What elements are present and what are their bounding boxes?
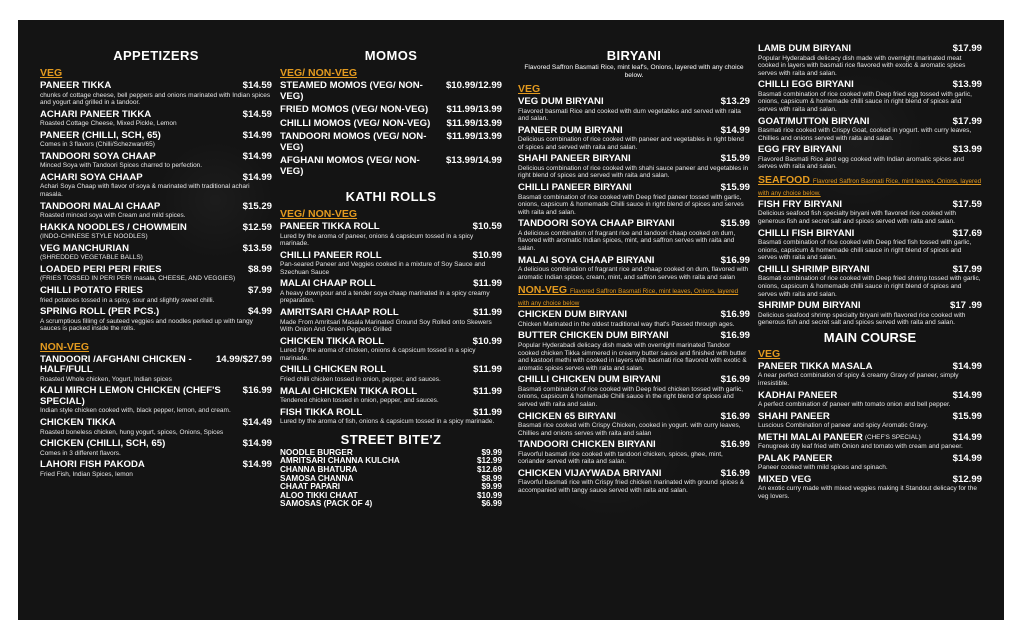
item-name: ACHARI SOYA CHAAP: [40, 171, 143, 183]
item-price: $17.99: [952, 263, 982, 275]
item-price: $14.59: [242, 80, 272, 91]
item-description: A heavy downpour and a tender soya chaap marinated in a spicy creamy preparation.: [280, 289, 490, 305]
item-description: Luscious Combination of paneer and spicy Aromatic Gravy.: [758, 422, 929, 430]
item-description: Lured by the aroma of chicken, onions & capsicum tossed in a spicy marinade.: [280, 347, 476, 362]
item-description: (FRIES TOSSED IN PERI PERI masala, CHEESE, AND VEGGIES): [40, 275, 236, 283]
item-name: CHILLI CHICKEN DUM BIRYANI: [518, 374, 661, 386]
item-price: $11.99: [473, 307, 502, 319]
item-price: $11.99/13.99: [446, 104, 502, 115]
item-description: Delicious seafood fish specialty biryani with flavored rice cooked with generous fish and secret salt and spices served with raita and salan.: [758, 210, 956, 226]
section-title-kathi: KATHI ROLLS: [345, 189, 437, 204]
item-price: $11.99: [473, 364, 502, 376]
item-price: $12.59: [242, 221, 272, 233]
item-name: ALOO TIKKI CHAAT: [280, 490, 358, 500]
menu-item: [518, 219, 750, 252]
item-name: METHI MALAI PANEER: [758, 431, 863, 443]
item-name: CHICKEN TIKKA ROLL: [280, 335, 385, 347]
menu-item: [280, 308, 502, 334]
item-description: Tendered chicken tossed in onion, pepper, and sauces.: [280, 397, 439, 405]
section-title-main-course: MAIN COURSE: [823, 329, 917, 345]
menu-item: [40, 286, 272, 304]
item-name: PANEER (CHILLI, SCH, 65): [40, 129, 161, 141]
menu-item: [758, 80, 982, 113]
column-appetizers: [40, 44, 272, 481]
menu-item: [40, 460, 272, 478]
item-name: GOAT/MUTTON BIRYANI: [758, 115, 870, 127]
item-name: MIXED VEG: [758, 473, 812, 485]
item-price: $16.99: [720, 254, 750, 266]
item-name: CHILLI PANEER BIRYANI: [518, 182, 632, 194]
veg-label: VEG: [40, 67, 63, 79]
item-description: Basmati rice cooked with Crispy Chicken, cooked in yogurt. with curry leaves, Chillies and onions serves with raita and salan: [518, 422, 741, 437]
item-description: Flavored Basmati Rice and egg cooked with Indian aromatic spices and serves with raita and salan.: [758, 155, 964, 171]
item-price: $14.99: [242, 459, 272, 471]
seafood-label: SEAFOOD Flavored Saffron Basmati Rice, mint leaves, Onions, layered with any choice below.: [758, 173, 982, 197]
menu-item: [40, 173, 272, 199]
item-name: SHAHI PANEER BIRYANI: [518, 153, 631, 165]
item-price: $15.99: [720, 182, 750, 194]
menu-item: [40, 355, 272, 384]
item-price: $11.99: [473, 278, 502, 290]
item-name: PANEER TIKKA MASALA: [758, 360, 873, 372]
item-description: Fenugreek dry leaf fried with Onion and tomato with cream and paneer.: [758, 443, 963, 451]
item-name: CHILLI EGG BIRYANI: [758, 79, 854, 91]
kathi-label: VEG/ NON-VEG: [280, 208, 358, 220]
menu-item: [518, 97, 750, 123]
item-description: Roasted Cottage Cheese, Mixed Pickle, Lemon: [40, 120, 177, 128]
menu-item: [280, 408, 502, 426]
menu-item: [280, 105, 502, 116]
item-name: FISH FRY BIRYANI: [758, 198, 843, 210]
item-description: (SHREDDED VEGETABLE BALLS): [40, 254, 143, 262]
item-name: TANDOORI MALAI CHAAP: [40, 200, 161, 212]
item-name: TANDOORI MOMOS (VEG/ NON-VEG): [280, 131, 427, 153]
item-description: (INDO-CHINESE STYLE NOODLES): [40, 233, 148, 241]
menu-item: [40, 81, 272, 107]
item-name: FRIED MOMOS (VEG/ NON-VEG): [280, 104, 429, 115]
item-price: $16.99: [720, 309, 750, 321]
item-price: $13.99/14.99: [445, 155, 502, 166]
item-description: A perfect combination of paneer with tomato onion and bell pepper.: [758, 401, 951, 409]
menu-item: [758, 362, 982, 388]
menu-item: [280, 251, 502, 277]
item-name: SHAHI PANEER: [758, 410, 830, 422]
menu-item: [40, 110, 272, 128]
item-description: Fried Fish, Indian Spices, lemon: [40, 470, 133, 478]
item-price: $12.69: [476, 464, 502, 474]
item-price: $16.99: [720, 374, 750, 386]
item-name: CHILLI POTATO FRIES: [40, 285, 143, 297]
item-name: STEAMED MOMOS (VEG/ NON-VEG): [280, 80, 423, 102]
item-price: $14.99: [242, 171, 272, 183]
item-name: ACHARI PANEER TIKKA: [40, 108, 152, 120]
menu-item: [40, 131, 272, 149]
item-description: Flavored basmati Rice and cooked with dum vegetables and served with raita and salan.: [518, 107, 741, 123]
item-price: $4.99: [247, 306, 272, 318]
item-price: $15.29: [242, 200, 272, 212]
menu-item: [280, 132, 502, 153]
item-price: $15.99: [952, 410, 982, 422]
menu-item: [280, 500, 502, 509]
item-price: $16.99: [720, 439, 750, 451]
item-price: $10.59: [472, 221, 502, 232]
menu-item: [280, 387, 502, 405]
item-name: CHICKEN 65 BIRYANI: [518, 410, 616, 422]
item-name: PALAK PANEER: [758, 452, 833, 464]
item-name: VEG MANCHURIAN: [40, 242, 130, 254]
biryani-intro: Flavored Saffron Basmati Rice, mint leaf's, Onions, layered with any choice below.: [524, 64, 744, 79]
item-price: $14.99: [952, 452, 982, 464]
nonveg-label: NON-VEG: [40, 340, 90, 353]
section-title-appetizers: APPETIZERS: [113, 48, 199, 63]
menu-item: [40, 307, 272, 333]
menu-item: [518, 310, 750, 328]
item-price: $11.99/13.99: [446, 117, 502, 129]
item-name: CHICKEN (CHILLI, SCH, 65): [40, 438, 166, 450]
item-price: $13.99: [952, 144, 982, 156]
item-tag: (CHEF'S SPECIAL): [864, 434, 921, 442]
item-price: $11.99/13.99: [446, 131, 502, 142]
item-name: TANDOORI SOYA CHAAP BIRYANI: [518, 218, 675, 230]
item-price: $17.69: [952, 227, 982, 239]
item-price: $6.99: [481, 499, 502, 509]
item-price: $14.99: [952, 360, 982, 372]
item-name: AMRITSARI CHAAP ROLL: [280, 307, 399, 319]
veg-label: VEG: [518, 83, 541, 95]
item-price: $7.99: [247, 285, 272, 297]
item-price: $9.99: [481, 447, 502, 457]
menu-item: [518, 412, 750, 438]
item-name: SPRING ROLL (PER PCS.): [40, 306, 160, 318]
item-price: $8.99: [481, 473, 502, 483]
item-name: CHILLI SHRIMP BIRYANI: [758, 263, 870, 275]
main-veg-label: VEG: [758, 347, 781, 360]
item-name: CHICKEN VIJAYWADA BRIYANI: [518, 467, 662, 479]
item-price: $14.99: [242, 129, 272, 141]
menu-item: [758, 433, 982, 451]
item-name: CHILLI CHICKEN ROLL: [280, 364, 387, 376]
item-name: PANEER TIKKA: [40, 80, 112, 91]
item-name: VEG DUM BIRYANI: [518, 96, 604, 107]
item-price: 14.99/$27.99: [215, 353, 272, 365]
menu-item: [280, 222, 502, 248]
item-description: A scrumptious filling of sauteed veggies and noodles perked up with tangy sauces is packed inside the rolls.: [40, 317, 253, 333]
item-price: $9.99: [481, 482, 502, 492]
item-description: Basmati combination of rice cooked with Deep fried fish tossed with garlic, onions, capsicum & homemade chilli sauce in right blend of spices and serves with raita and salan.: [758, 239, 972, 262]
item-price: $11.99: [473, 385, 502, 397]
item-description: Roasted minced soya with Cream and mild spices.: [40, 212, 186, 220]
item-name: LAHORI FISH PAKODA: [40, 459, 145, 471]
section-title-street: STREET BITE'Z: [340, 431, 442, 447]
item-price: $17.99: [952, 115, 982, 127]
item-name: SAMOSA CHANNA: [280, 473, 354, 483]
item-name: TANDOORI CHICKEN BIRYANI: [518, 439, 656, 451]
item-name: SAMOSAS (PACK OF 4): [280, 499, 373, 509]
item-description: chunks of cottage cheese, bell peppers and onions marinated with Indian spices and yogurt and grilled in a tandoor.: [40, 91, 271, 107]
item-description: Basmati combination of rice cooked with Deep fried paneer tossed with garlic, onions, capsicum & homemade Chilli sauce in right blend of spices and serves with raita and salan.: [518, 193, 744, 216]
menu-item: [758, 117, 982, 143]
item-price: $16.99: [720, 410, 750, 422]
menu-item: [280, 81, 502, 102]
item-name: SHRIMP DUM BIRYANI: [758, 300, 861, 312]
menu-item: [40, 202, 272, 220]
item-price: $10.99: [472, 249, 502, 261]
item-description: Pan-seared Paneer and Veggies cooked in a mixture of Soy Sauce and Szechuan Sauce: [280, 261, 486, 276]
column-biryani-main: [758, 44, 982, 504]
menu-item: [758, 301, 982, 327]
item-price: $14.99: [242, 150, 272, 162]
menu-item: [518, 469, 750, 495]
menu-item: [280, 279, 502, 305]
item-description: Basmati combination of rice cooked with Deep fried egg tossed with garlic, onions, capsicum & homemade chilli sauce in right blend of spices and serves with raita and salan.: [758, 90, 972, 113]
item-name: AFGHANI MOMOS (VEG/ NON-VEG): [280, 155, 420, 177]
item-name: CHILLI PANEER ROLL: [280, 249, 382, 261]
item-price: $12.99: [476, 456, 502, 466]
menu-item: [758, 412, 982, 430]
item-description: Minced Soya with Tandoori Spices charred to perfection.: [40, 162, 203, 170]
menu-item: [758, 229, 982, 262]
seafood-intro: Flavored Saffron Basmati Rice, mint leaves, Onions, layered with any choice below.: [758, 177, 982, 197]
item-price: $13.59: [242, 242, 272, 254]
item-price: $10.99/12.99: [445, 80, 502, 91]
item-price: $13.29: [720, 96, 750, 107]
item-name: BUTTER CHICKEN DUM BIRYANI: [518, 330, 669, 342]
item-price: $13.99: [952, 79, 982, 91]
nonveg-label: NON-VEG Flavored Saffron Basmati Rice, mint leaves, Onions, layered with any choice below: [518, 284, 739, 308]
item-name: AMRITSARI CHANNA KULCHA: [280, 456, 400, 466]
menu-item: [518, 440, 750, 466]
item-price: $14.99: [952, 389, 982, 401]
item-price: $14.59: [242, 108, 272, 120]
item-description: Basmati rice cooked with Crispy Goat, cooked in yogurt. with curry leaves, Chillies and onions served with raita and salan.: [758, 127, 972, 142]
menu-item: [280, 156, 502, 177]
item-price: $14.99: [720, 124, 750, 136]
menu-board: [18, 20, 1004, 620]
item-name: PANEER TIKKA ROLL: [280, 221, 380, 232]
section-title-biryani: BIRYANI: [606, 48, 662, 63]
menu-item: [40, 244, 272, 262]
item-name: CHANNA BHATURA: [280, 464, 358, 474]
item-price: $16.99: [720, 467, 750, 479]
item-name: EGG FRY BIRYANI: [758, 144, 842, 156]
item-price: $11.99: [473, 406, 502, 418]
item-description: Roasted boneless chicken, hung yogurt, spices, Onions, Spices: [40, 428, 224, 436]
item-description: Lured by the aroma of fish, onions & capsicum tossed in a spicy marinade.: [280, 418, 495, 426]
item-name: CHICKEN DUM BIRYANI: [518, 309, 628, 321]
item-name: TANDOORI /AFGHANI CHICKEN - HALF/FULL: [40, 353, 192, 376]
menu-item: [40, 439, 272, 457]
item-name: KADHAI PANEER: [758, 389, 838, 401]
menu-item: [40, 223, 272, 241]
menu-item: [280, 337, 502, 363]
item-name: HAKKA NOODLES / CHOWMEIN: [40, 221, 187, 233]
item-name: LAMB DUM BIRYANI: [758, 43, 852, 54]
item-price: $14.99: [242, 438, 272, 450]
item-description: Roasted Whole chicken, Yogurt, Indian spices: [40, 375, 172, 383]
item-price: $17.99: [952, 43, 982, 54]
nonveg-intro: Flavored Saffron Basmati Rice, mint leaves, Onions, layered with any choice below: [518, 288, 739, 308]
item-name: MALAI SOYA CHAAP BIRYANI: [518, 254, 655, 266]
item-name: PANEER DUM BIRYANI: [518, 124, 623, 136]
menu-item: [758, 145, 982, 171]
item-description: Basmati combination of rice cooked with Deep fried shrimp tossed with garlic, onions, capsicum & homemade chilli sauce in right blend of spices and serves with raita and salan.: [758, 275, 981, 298]
menu-item: [758, 44, 982, 77]
item-description: Flavorful basmati rice cooked with tandoori chicken, spices, ghee, mint, coriander served with raita and salan.: [518, 450, 723, 466]
menu-item: [758, 391, 982, 409]
menu-item: [758, 200, 982, 226]
item-description: Basmati combination of rice cooked with Deep fried chicken tossed with garlic, onions, capsicum & homemade Chilli sauce in the right blend of spices and served with raita and salan.: [518, 385, 744, 408]
item-description: Delicious combination of rice cooked with shahi sauce paneer and vegetables in right blend of spices and served with raita and salan.: [518, 164, 749, 180]
item-description: Lured by the aroma of paneer, onions & capsicum tossed in a spicy marinade.: [280, 232, 474, 248]
item-description: Chicken Marinated in the oldest traditional way that's Passed through ages.: [518, 320, 735, 328]
item-price: $10.99: [472, 335, 502, 347]
item-description: Popular Hyderabadi delicacy dish made with overnight marinated meat cooked in layers with basmati rice flavored with exotic & aromatic spices serves with raita and salan.: [758, 54, 966, 77]
item-price: $16.99: [242, 385, 272, 397]
item-name: LOADED PERI PERI FRIES: [40, 263, 162, 275]
item-price: $16.99: [720, 330, 750, 342]
menu-item: [518, 126, 750, 152]
item-description: Achari Soya Chaap with flavor of soya & marinated with traditional achari masala.: [40, 183, 250, 199]
menu-item: [40, 152, 272, 170]
menu-item: [518, 331, 750, 372]
menu-item: [518, 154, 750, 180]
item-name: CHICKEN TIKKA: [40, 417, 116, 428]
item-description: An exotic curry made with mixed veggies making it Standout delicacy for the veg lovers.: [758, 485, 977, 501]
item-description: A delicious combination of fragrant rice and tandoori chaap cooked on dum, flavored with aromatic Indian spices, mint, and saffron serves with raita and salan.: [518, 229, 736, 253]
item-description: Made From Amritsari Masala Marinated Ground Soy Rolled onto Skewers With Onion And Green Peppers Grilled: [280, 318, 492, 334]
menu-item: [758, 454, 982, 472]
item-name: MALAI CHAAP ROLL: [280, 278, 376, 290]
item-description: Paneer cooked with mild spices and spinach.: [758, 464, 888, 472]
item-price: $17 .99: [949, 300, 982, 312]
menu-item: [40, 386, 272, 415]
section-title-momos: MOMOS: [364, 48, 418, 63]
item-price: $14.49: [242, 417, 272, 428]
item-description: Comes in 3 different flavors.: [40, 449, 121, 457]
item-description: Fried chilli chicken tossed in onion, pepper, and sauces.: [280, 375, 441, 383]
item-description: Comes in 3 flavors (Chilli/Schezwan/65): [40, 141, 155, 149]
menu-item: [758, 265, 982, 298]
column-momos-rolls: [280, 44, 502, 509]
item-price: $14.99: [952, 431, 982, 443]
menu-item: [518, 256, 750, 282]
momos-label: VEG/ NON-VEG: [280, 67, 358, 79]
item-name: NOODLE BURGER: [280, 447, 353, 457]
item-description: A delicious combination of fragrant rice and chaap cooked on dum, flavored with aromatic Indian spices, cream, mint, and saffron serves with raita and salan: [518, 266, 749, 281]
menu-item: [518, 375, 750, 408]
item-description: A near perfect combination of spicy & creamy Gravy of paneer, simply irresistible.: [758, 372, 959, 387]
item-name: CHAAT PAPARI: [280, 482, 341, 492]
item-price: $12.99: [952, 473, 982, 485]
menu-item: [40, 265, 272, 283]
item-price: $10.99: [476, 490, 502, 500]
item-price: $8.99: [247, 263, 272, 275]
item-description: Delicious combination of rice cooked with paneer and vegetables in right blend of spices and served with raita and salan.: [518, 136, 744, 151]
menu-item: [518, 183, 750, 216]
menu-item: [40, 418, 272, 436]
item-description: fried potatoes tossed in a spicy, sour and slightly sweet chilli.: [40, 296, 215, 304]
item-name: KALI MIRCH LEMON CHICKEN (CHEF'S SPECIAL): [40, 385, 221, 407]
item-price: $15.99: [720, 153, 750, 165]
item-price: $17.59: [952, 198, 982, 210]
item-description: Indian style chicken cooked with, black pepper, lemon, and cream.: [40, 407, 231, 415]
item-name: CHILLI MOMOS (VEG/ NON-VEG): [280, 117, 431, 129]
item-name: CHILLI FISH BIRYANI: [758, 227, 855, 239]
menu-item: [280, 365, 502, 383]
item-price: $15.99: [720, 218, 750, 230]
menu-item: [280, 119, 502, 130]
item-name: TANDOORI SOYA CHAAP: [40, 150, 156, 162]
item-name: MALAI CHICKEN TIKKA ROLL: [280, 385, 418, 397]
column-biryani: [518, 44, 750, 498]
item-name: FISH TIKKA ROLL: [280, 406, 363, 418]
item-description: Flavorful basmati rice with Crispy fried chicken marinated with ground spices & accompanied with tangy sauce served with raita and salan.: [518, 479, 745, 495]
item-description: Delicious seafood shrimp specialty biryani with flavored rice cooked with generous fish and secret salt and spices served with raita and salan.: [758, 311, 966, 327]
menu-item: [758, 475, 982, 501]
item-description: Popular Hyderabadi delicacy dish made with overnight marinated Tandoor cooked chicken Tikka simmered in creamy butter sauce and finished with butter and kastoori methi with cooked in layers with basmati rice flavored with exotic & aromatic spices serves with raita and salan.: [518, 341, 747, 372]
